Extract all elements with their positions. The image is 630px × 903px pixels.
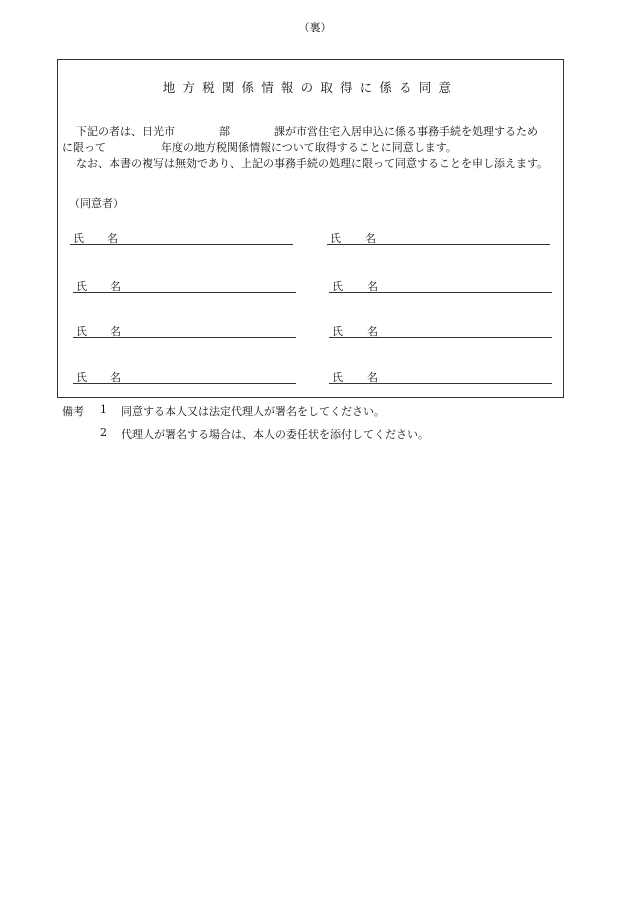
note-text: 同意する本人又は法定代理人が署名をしてください。 (121, 405, 385, 418)
signature-line[interactable] (70, 244, 293, 245)
signature-label-ji: 氏 (73, 232, 84, 245)
signature-label-ji: 氏 (330, 232, 341, 245)
signature-line[interactable] (329, 292, 552, 293)
signature-label-name: 名 (107, 232, 118, 245)
signature-line[interactable] (327, 244, 550, 245)
signature-line[interactable] (73, 337, 296, 338)
signature-label-name: 名 (110, 371, 121, 384)
signature-label-ji: 氏 (76, 371, 87, 384)
signature-line[interactable] (329, 383, 552, 384)
signature-label-ji: 氏 (332, 371, 343, 384)
page-header: （裏） (298, 21, 332, 34)
signature-line[interactable] (73, 292, 296, 293)
signature-label-name: 名 (365, 232, 376, 245)
paragraph-1-line-2: に限って 年度の地方税関係情報について取得することに同意します。 (62, 141, 457, 154)
signature-label-ji: 氏 (76, 325, 87, 338)
form-title: 地方税関係情報の取得に係る同意 (162, 80, 459, 95)
note-text: 代理人が署名する場合は、本人の委任状を添付してください。 (121, 428, 429, 441)
note-number: 2 (100, 426, 107, 439)
signature-label-name: 名 (110, 280, 121, 293)
paragraph-1-line-1: 下記の者は、日光市 部 課が市営住宅入居申込に係る事務手続を処理するため (76, 125, 538, 138)
signature-label-name: 名 (367, 371, 378, 384)
consent-form-box (57, 59, 564, 398)
signature-line[interactable] (329, 337, 552, 338)
signature-label-ji: 氏 (332, 280, 343, 293)
signature-label-name: 名 (110, 325, 121, 338)
signature-label-name: 名 (367, 280, 378, 293)
signature-label-ji: 氏 (332, 325, 343, 338)
signature-label-ji: 氏 (76, 280, 87, 293)
note-number: 1 (100, 403, 107, 416)
notes-heading: 備考 (62, 405, 84, 418)
signature-line[interactable] (73, 383, 296, 384)
signature-label-name: 名 (367, 325, 378, 338)
paragraph-2: なお、本書の複写は無効であり、上記の事務手続の処理に限って同意することを申し添えます。 (76, 157, 549, 170)
consenter-label: （同意者） (69, 197, 124, 210)
